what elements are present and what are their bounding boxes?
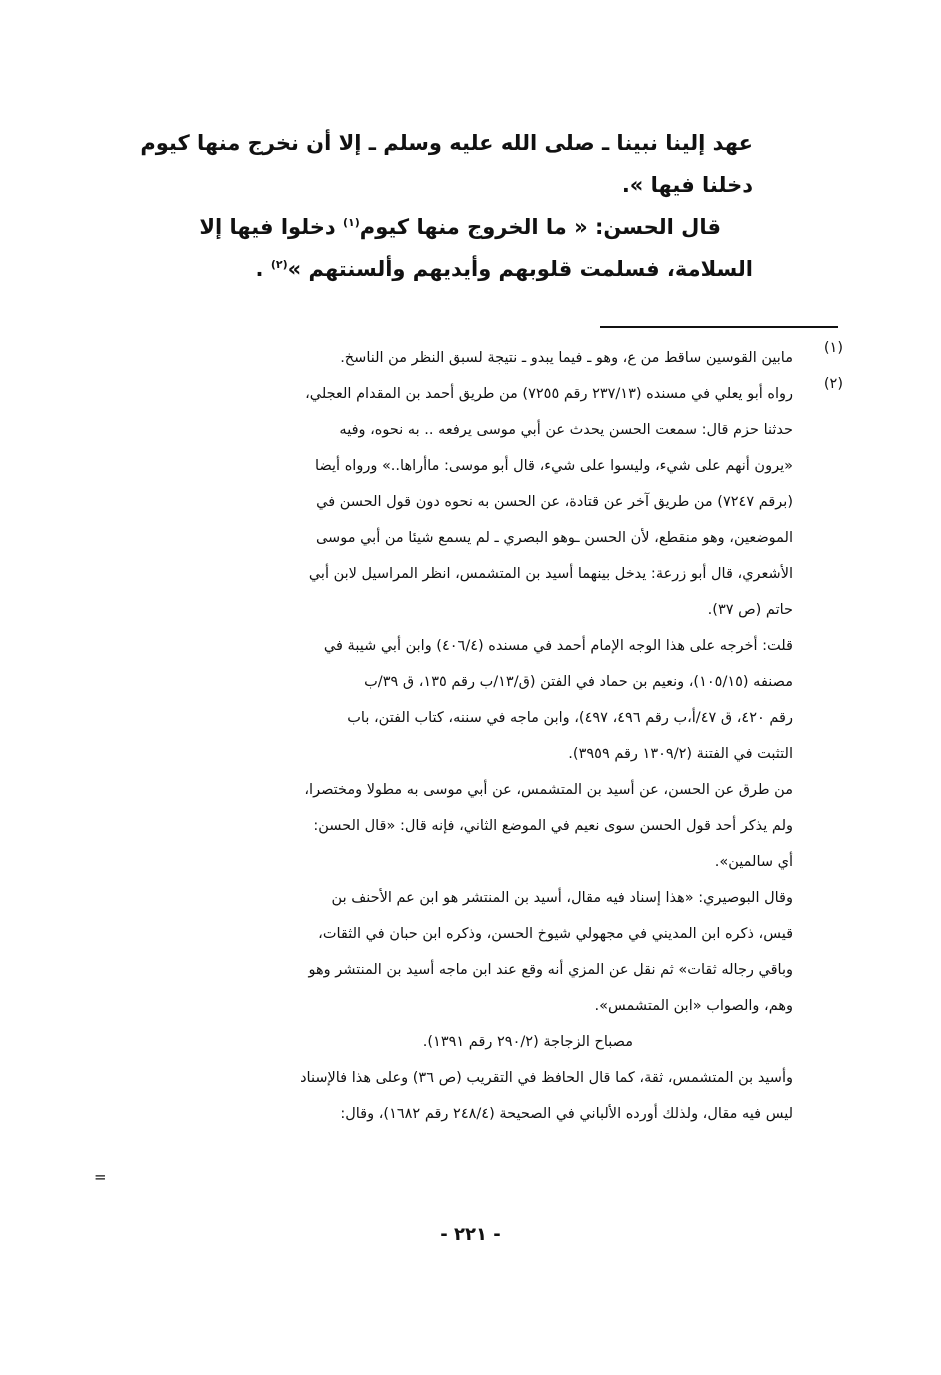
footnote-separator (600, 326, 838, 328)
footnote-line: التثبت في الفتنة (١٣٠٩/٢ رقم ٣٩٥٩). (568, 746, 793, 762)
footnote-2 (130, 376, 843, 1132)
continuation-mark: = (94, 1168, 107, 1186)
main-line-4-text: السلامة، فسلمت قلوبهم وأيديهم وألسنتهم » (287, 257, 753, 281)
footnote-line: الأشعري، قال أبو زرعة: يدخل بينهما أسيد بن المتشمس، انظر المراسيل لابن أبي (308, 566, 793, 582)
footnote-source-line: مصباح الزجاجة (٢٩٠/٢ رقم ١٣٩١). (422, 1034, 633, 1050)
footnote-line: قيس، ذكره ابن المديني في مجهولي شيوخ الحسن، وذكره ابن حبان في الثقات، (318, 926, 793, 942)
footnote-line: وقال البوصيري: «هذا إسناد فيه مقال، أسيد بن المنتشر هو ابن عم الأحنف بن (331, 890, 793, 906)
footnote-line: (برقم ٧٢٤٧) من طريق آخر عن قتادة، عن الحسن به نحوه دون قول الحسن في (316, 494, 793, 510)
footnote-line: الموضعين، وهو منقطع، لأن الحسن ـوهو البصري ـ لم يسمع شيئا من أبي موسى (315, 530, 793, 546)
footnote-line: قلت: أخرجه على هذا الوجه الإمام أحمد في مسنده (٤٠٦/٤) وابن أبي شيبة في (323, 638, 793, 654)
footnote-line: وأسيد بن المتشمس، ثقة، كما قال الحافظ في التقريب (ص ٣٦) وعلى هذا فالإسناد (300, 1070, 793, 1086)
main-text (130, 122, 753, 290)
footnote-line: من طرق عن الحسن، عن أسيد بن المتشمس، عن أبي موسى به مطولا ومختصرا، (304, 782, 793, 798)
footnote-line: «يرون أنهم على شيء، وليسوا على شيء، قال أبو موسى: ماأراها..» ورواه أيضا (315, 458, 793, 474)
footnote-1 (130, 340, 843, 376)
main-line-4 (130, 248, 753, 290)
footnote-line: ولم يذكر أحد قول الحسن سوى نعيم في الموضع الثاني، فإنه قال: «قال الحسن: (313, 818, 793, 834)
footnote-line: ليس فيه مقال، ولذلك أورده الألباني في الصحيحة (٢٤٨/٤ رقم ١٦٨٢)، وقال: (340, 1106, 793, 1122)
footnote-number: (٢) (823, 376, 843, 392)
footnote-line: مصنفه (١٠٥/١٥)، ونعيم بن حماد في الفتن (ق/١٣/ب رقم ١٣٥، ق ٣٩/ب (364, 674, 793, 690)
footnote-line: مابين القوسين ساقط من ع، وهو ـ فيما يبدو ـ نتيجة لسبق النظر من الناسخ. (340, 350, 793, 366)
footnote-line: حدثنا حزم قال: سمعت الحسن يحدث عن أبي موسى يرفعه .. به نحوه، وفيه (339, 422, 793, 438)
main-line-1: عهد إلينا نبينا ـ صلى الله عليه وسلم ـ إلا أن نخرج منها كيوم (140, 131, 753, 155)
footnote-line: أي سالمين». (714, 854, 793, 870)
footnote-ref-2: (٢) (270, 258, 288, 271)
footnote-line: رواه أبو يعلي في مسنده (٢٣٧/١٣ رقم ٧٢٥٥) من طريق أحمد بن المقدام العجلي، (305, 386, 793, 402)
main-line-3-start: قال الحسن: « ما الخروج منها كيوم (359, 215, 721, 239)
main-line-4-end: . (255, 257, 271, 281)
main-line-2: دخلنا فيها ». (621, 173, 753, 197)
footnote-line: وباقي رجاله ثقات» ثم نقل عن المزي أنه وقع عند ابن ماجه أسيد بن المنتشر وهو (308, 962, 793, 978)
footnote-number: (١) (823, 340, 843, 356)
footnote-line: وهم، والصواب «ابن المتشمس». (594, 998, 793, 1014)
footnote-ref-1: (١) (343, 216, 360, 229)
main-line-3-end: دخلوا فيها إلا (199, 215, 344, 239)
footnote-line: رقم ٤٢٠، ق ٤٧/أ،ب رقم ٤٩٦، ٤٩٧)، وابن ماجه في سننه، كتاب الفتن، باب (347, 710, 793, 726)
main-line-3 (130, 206, 753, 248)
footnote-line: حاتم (ص ٣٧). (707, 602, 793, 618)
page-number: - ٢٢١ - (440, 1224, 501, 1245)
footnotes (130, 340, 843, 1132)
